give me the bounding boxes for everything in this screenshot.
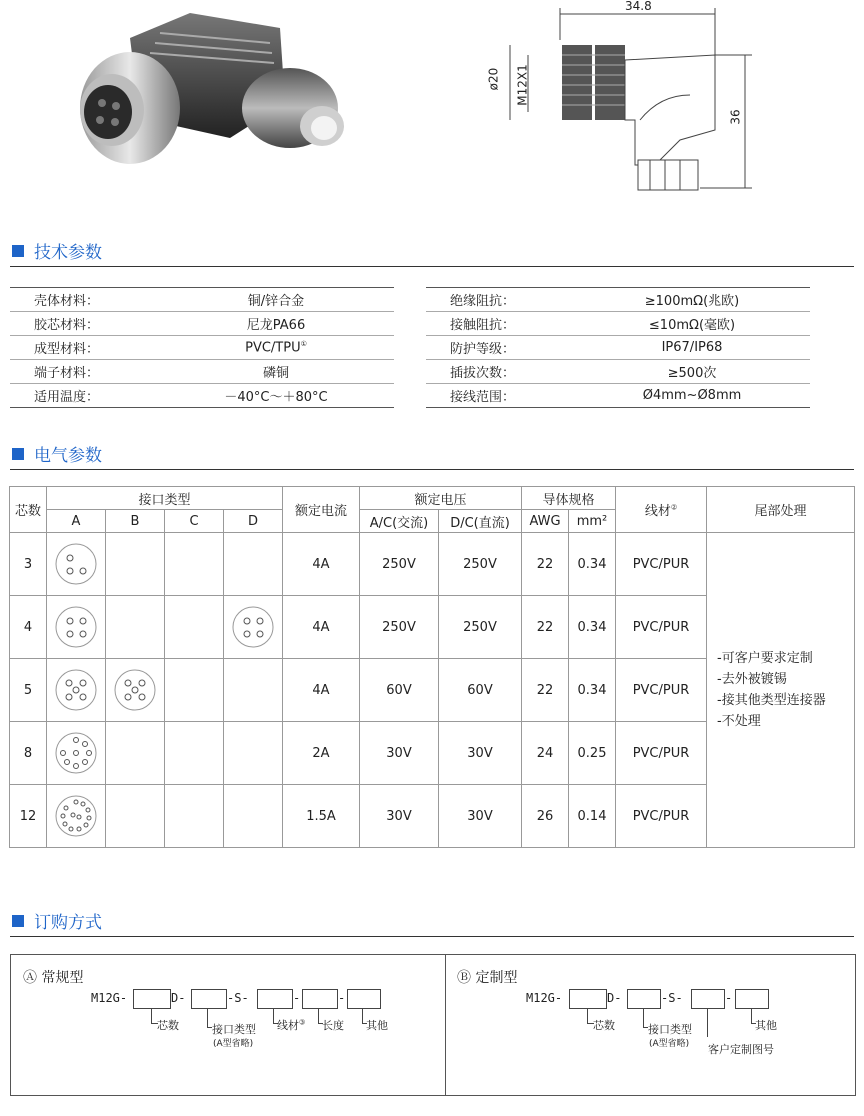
order-divider bbox=[445, 955, 446, 1095]
order-box bbox=[10, 954, 856, 1096]
label-material bbox=[277, 1017, 305, 1033]
header-wire: 导体规格 bbox=[522, 487, 616, 510]
spec-row bbox=[10, 384, 394, 407]
spec-value: ≥500次 bbox=[667, 366, 717, 381]
tail-options bbox=[707, 533, 855, 848]
header-material bbox=[616, 487, 707, 533]
cell-material: PVC/PUR bbox=[616, 785, 707, 848]
header-current: 额定电流 bbox=[283, 487, 360, 533]
cell-material: PVC/PUR bbox=[616, 596, 707, 659]
pin-4-a-icon bbox=[47, 596, 106, 659]
cell-dc: 250V bbox=[439, 596, 522, 659]
cell-mm2: 0.14 bbox=[569, 785, 616, 848]
cell-awg: 22 bbox=[522, 659, 569, 722]
code-box bbox=[691, 989, 725, 1009]
spec-row bbox=[426, 336, 810, 360]
pin-empty bbox=[106, 785, 165, 848]
pin-12-a-icon bbox=[47, 785, 106, 848]
pin-empty bbox=[165, 722, 224, 785]
code-box bbox=[302, 989, 338, 1009]
label-material-text: 线材 bbox=[277, 1019, 299, 1032]
label-iface-note: (A型省略) bbox=[213, 1039, 254, 1049]
order-b-title: Ⓑ 定制型 bbox=[457, 970, 518, 986]
cell-cores: 5 bbox=[10, 659, 47, 722]
spec-key: 胶芯材料： bbox=[34, 318, 100, 333]
cell-awg: 22 bbox=[522, 596, 569, 659]
cell-ac: 30V bbox=[360, 785, 439, 848]
spec-value: －40°C～＋80°C bbox=[224, 390, 328, 405]
leader-line bbox=[707, 1009, 708, 1037]
table-row bbox=[10, 533, 855, 596]
header-dc: D/C(直流) bbox=[439, 510, 522, 533]
pin-empty bbox=[106, 533, 165, 596]
tail-option: -可客户要求定制 bbox=[717, 651, 813, 666]
cell-current: 4A bbox=[283, 659, 360, 722]
cell-cores: 3 bbox=[10, 533, 47, 596]
footnote-mark: ③ bbox=[299, 1018, 306, 1027]
spec-key: 成型材料： bbox=[34, 342, 100, 357]
cell-dc: 30V bbox=[439, 785, 522, 848]
pin-empty bbox=[106, 722, 165, 785]
cell-dc: 250V bbox=[439, 533, 522, 596]
label-other: 其他 bbox=[366, 1019, 388, 1032]
cell-ac: 250V bbox=[360, 533, 439, 596]
cell-cores: 12 bbox=[10, 785, 47, 848]
code-box bbox=[133, 989, 171, 1009]
order-a-title: Ⓐ 常规型 bbox=[23, 970, 84, 986]
cell-current: 2A bbox=[283, 722, 360, 785]
spec-row bbox=[10, 336, 394, 360]
label-length: 长度 bbox=[322, 1019, 344, 1032]
spec-value-text: PVC/TPU bbox=[245, 340, 301, 356]
spec-value: Ø4mm~Ø8mm bbox=[642, 388, 742, 403]
spec-value: 尼龙PA66 bbox=[246, 318, 306, 333]
code-prefix: M12G- bbox=[526, 991, 563, 1005]
cell-awg: 22 bbox=[522, 533, 569, 596]
code-sep: - bbox=[293, 991, 301, 1005]
spec-key: 防护等级： bbox=[450, 342, 516, 357]
spec-value: 磷铜 bbox=[262, 366, 289, 381]
spec-key: 绝缘阻抗： bbox=[450, 294, 516, 309]
code-sep: -S- bbox=[227, 991, 249, 1005]
cell-dc: 60V bbox=[439, 659, 522, 722]
header-tail: 尾部处理 bbox=[707, 487, 855, 533]
code-box bbox=[569, 989, 607, 1009]
pin-5-a-icon bbox=[47, 659, 106, 722]
spec-row bbox=[426, 384, 810, 407]
header-ac: A/C(交流) bbox=[360, 510, 439, 533]
tech-table-right bbox=[426, 287, 810, 408]
cell-dc: 30V bbox=[439, 722, 522, 785]
label-cores: 芯数 bbox=[157, 1019, 179, 1032]
spec-value: IP67/IP68 bbox=[661, 340, 723, 355]
pin-empty bbox=[106, 596, 165, 659]
header-awg: AWG bbox=[522, 510, 569, 533]
footnote-mark: ② bbox=[670, 503, 678, 512]
code-box bbox=[735, 989, 769, 1009]
spec-value: ≤10mΩ(毫欧) bbox=[648, 318, 736, 333]
tail-option: -接其他类型连接器 bbox=[717, 693, 826, 708]
cell-current: 1.5A bbox=[283, 785, 360, 848]
label-cores: 芯数 bbox=[593, 1019, 615, 1032]
spec-key: 适用温度： bbox=[34, 390, 100, 405]
dimension-drawing bbox=[486, 0, 780, 195]
label-iface: 接口类型 bbox=[648, 1023, 692, 1036]
cell-cores: 8 bbox=[10, 722, 47, 785]
section-marker-icon bbox=[12, 448, 24, 460]
pin-empty bbox=[165, 785, 224, 848]
dim-height: 36 bbox=[728, 109, 743, 125]
spec-key: 接触阻抗： bbox=[450, 318, 516, 333]
pin-empty bbox=[224, 659, 283, 722]
label-iface-note: (A型省略) bbox=[649, 1039, 690, 1049]
code-sep: D- bbox=[171, 991, 186, 1005]
pin-3-a-icon bbox=[47, 533, 106, 596]
electric-table bbox=[9, 486, 855, 848]
label-other: 其他 bbox=[755, 1019, 777, 1032]
spec-key: 端子材料： bbox=[34, 366, 100, 381]
header-cores: 芯数 bbox=[10, 487, 47, 533]
code-sep: - bbox=[338, 991, 346, 1005]
header-voltage: 额定电压 bbox=[360, 487, 522, 510]
pin-8-a-icon bbox=[47, 722, 106, 785]
cell-mm2: 0.34 bbox=[569, 533, 616, 596]
tech-table-left bbox=[10, 287, 394, 408]
tail-option: -不处理 bbox=[717, 714, 761, 729]
dim-diameter: ø20 bbox=[486, 67, 501, 91]
header-interface: 接口类型 bbox=[47, 487, 283, 510]
spec-key: 壳体材料： bbox=[34, 294, 100, 309]
cell-cores: 4 bbox=[10, 596, 47, 659]
spec-value bbox=[158, 340, 394, 355]
spec-key: 插拔次数： bbox=[450, 366, 516, 381]
pin-4-d-icon bbox=[224, 596, 283, 659]
code-sep: -S- bbox=[661, 991, 683, 1005]
pin-empty bbox=[224, 722, 283, 785]
spec-row bbox=[426, 288, 810, 312]
section-marker-icon bbox=[12, 245, 24, 257]
section-elec bbox=[10, 445, 854, 470]
cell-ac: 250V bbox=[360, 596, 439, 659]
cell-mm2: 0.34 bbox=[569, 596, 616, 659]
code-box bbox=[191, 989, 227, 1009]
pin-empty bbox=[224, 785, 283, 848]
header-c: C bbox=[165, 510, 224, 533]
code-sep: - bbox=[725, 991, 733, 1005]
spec-row bbox=[10, 288, 394, 312]
code-prefix: M12G- bbox=[91, 991, 128, 1005]
spec-row bbox=[10, 312, 394, 336]
header-material-text: 线材 bbox=[644, 504, 671, 519]
tail-option: -去外被镀锡 bbox=[717, 672, 787, 687]
cell-ac: 30V bbox=[360, 722, 439, 785]
spec-row bbox=[10, 360, 394, 384]
section-order bbox=[10, 912, 854, 937]
cell-material: PVC/PUR bbox=[616, 659, 707, 722]
spec-value: ≥100mΩ(兆欧) bbox=[644, 294, 740, 309]
section-title: 电气参数 bbox=[34, 446, 102, 466]
cell-ac: 60V bbox=[360, 659, 439, 722]
code-box bbox=[257, 989, 293, 1009]
cell-awg: 24 bbox=[522, 722, 569, 785]
connector-photo bbox=[60, 8, 360, 178]
footnote-mark: ① bbox=[300, 339, 307, 348]
cell-current: 4A bbox=[283, 533, 360, 596]
pin-empty bbox=[165, 596, 224, 659]
spec-key: 接线范围： bbox=[450, 390, 516, 405]
spec-row bbox=[426, 312, 810, 336]
cell-material: PVC/PUR bbox=[616, 533, 707, 596]
label-custom: 客户定制图号 bbox=[708, 1043, 774, 1056]
section-title: 技术参数 bbox=[34, 243, 102, 263]
header-b: B bbox=[106, 510, 165, 533]
pin-5-b-icon bbox=[106, 659, 165, 722]
spec-value: 铜/锌合金 bbox=[247, 294, 305, 309]
dim-width: 34.8 bbox=[625, 0, 652, 13]
header-a: A bbox=[47, 510, 106, 533]
section-tech bbox=[10, 242, 854, 267]
cell-current: 4A bbox=[283, 596, 360, 659]
cell-mm2: 0.34 bbox=[569, 659, 616, 722]
spec-row bbox=[426, 360, 810, 384]
section-title: 订购方式 bbox=[34, 913, 102, 933]
section-marker-icon bbox=[12, 915, 24, 927]
label-iface: 接口类型 bbox=[212, 1023, 256, 1036]
code-box bbox=[347, 989, 381, 1009]
header-mm2: mm² bbox=[569, 510, 616, 533]
cell-awg: 26 bbox=[522, 785, 569, 848]
pin-empty bbox=[165, 533, 224, 596]
pin-empty bbox=[224, 533, 283, 596]
header-d: D bbox=[224, 510, 283, 533]
dim-thread: M12X1 bbox=[515, 64, 530, 106]
cell-material: PVC/PUR bbox=[616, 722, 707, 785]
cell-mm2: 0.25 bbox=[569, 722, 616, 785]
code-sep: D- bbox=[607, 991, 622, 1005]
pin-empty bbox=[165, 659, 224, 722]
code-box bbox=[627, 989, 661, 1009]
